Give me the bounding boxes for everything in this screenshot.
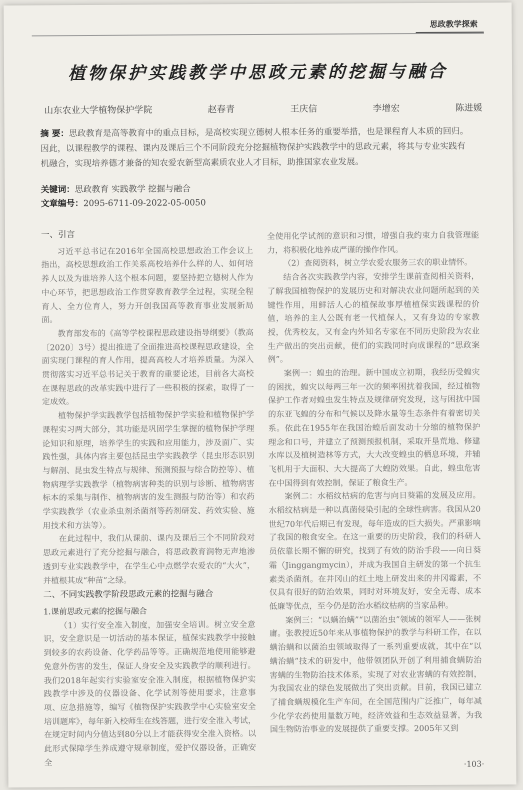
paragraph: 案例一：蝗虫的治理。新中国成立初期，我经历受蝗灾的困扰，蝗灾以每两三年一次的频率困扰着我国，经过植物保护工作者对蝗虫发生特点及规律研究发现，这与困扰中国的东亚飞蝗的分布和气候以及降水量等生态条件有着密切关系。依此在1955年在我国治蝗后面发动十分缩的植物保护理念和口号，并建立了预测预报机制，采取开垦荒地、修建水库以及植树造林等方式，大大改变蝗虫的栖息环境，并辅飞机用于大面积、大大提高了大蝗防效果。自此，蝗虫危害在中国得到有效控制，保证了粮食生产。 xyxy=(267,367,481,488)
paragraph: （1）实行安全准入制度，加强安全培训。树立安全意识，安全意识是一切活动的基本保证，植保实践教学中接触到较多的农药设备、化学药品等等。正确规范地使用能够避免意外伤害的发生，保证人身安全及实践教学的顺利进行。我们2018年起实行实验室安全准入制度，根据植物保护实践教学中涉及的仪器设备、化学试剂等使用要求，注意事项、应急措施等，编写《植物保护实践教学中心实验室安全培训题库》，每年新入校师生在线答题，进行安全准入考试，在规定时间内分值达到80分以上才能获得安全准入资格。以此形式保障学生养成遵守规章制度，爱护仪器设备，正确安全 xyxy=(43,619,257,768)
author-name: 王庆信 xyxy=(290,104,318,115)
author-name: 赵春青 xyxy=(207,105,235,116)
abstract xyxy=(40,125,472,173)
article-id: 2095-6711-09-2022-05-0050 xyxy=(83,198,206,210)
column-tag: 思政教学探索 xyxy=(416,17,484,34)
page-number: ·103· xyxy=(463,759,485,769)
keywords-text: 思政教育 实践教学 挖掘与融合 xyxy=(74,184,191,196)
keywords-label: 关键词： xyxy=(40,185,75,196)
journal-page xyxy=(4,2,517,787)
article-meta xyxy=(41,182,206,211)
paragraph: （2）查阅资料，树立学农爱农服务三农的职业情怀。 xyxy=(283,258,473,269)
paragraph: 习近平总书记在2016年全国高校思想政治工作会议上指出，高校思想政治工作关系高校培养什么样的人、如何培养人以及为谁培养人这个根本问题，要坚持把立德树人作为中心环节，把思想政治工作贯穿教育教学全过程，实现全程育人、全方位育人，努力开创我国高等教育事业发展新局面。 xyxy=(41,245,254,325)
section-heading: 一、引言 xyxy=(40,230,76,241)
author-name: 陈进媛 xyxy=(455,103,483,114)
right-column xyxy=(267,229,482,737)
abstract-label: 摘 要： xyxy=(40,129,69,140)
article-id-label: 文章编号： xyxy=(40,199,84,210)
paragraph: 全使用化学试剂的意识和习惯，增强自我约束力自我管理能力，将积极化地养成严谨的操作作风。 xyxy=(267,230,480,255)
paragraph: 教育部发布的《高等学校课程思政建设指导纲要》（教高〔2020〕3号）提出推进了全面推进高校课程思政建设，全面实现门课程的育人作用，提高高校人才培养质量。为深入贯彻落实习近平总书记关于教育的重要论述，目前各大高校在课程思政的改革实践中进行了一些积极的探索，取得了一定成效。 xyxy=(41,327,254,407)
left-column xyxy=(41,226,256,770)
paragraph: 案例三：“以螨治螨”“以菌治虫”领域的领军人——张树庸。张教授近50年来从事植物保护的教学与科研工作，在以螨治螨和以菌治虫领域取得了一系列重要成就，其中在“以螨治螨”技术的研发中，他带领团队开创了利用捕食螨防治害螨的生物防治技术体系，实现了对农业害螨的有效控制，为我国农业的绿色发展做出了突出贡献。目前，我国已建立了捕食螨规模化生产车间，在全国范围内广泛推广，每年减少化学农药使用量数万吨，经济效益和生态效益显著，为我国生物防治事业的发展提供了重要支撑。2005年又到 xyxy=(269,614,482,735)
abstract-text: 思政教育是高等教育中的重点目标，是高校实现立德树人根本任务的重要举措，也是课程育人本质的回归。因此，以课程教学的课程、课内及课后三个不同阶段充分挖掘植物保护实践教学中的思政元素，将其与专业实践有机融合，实现培养德才兼备的知农爱农新型高素质农业人才目标，助推国家农业发展。 xyxy=(40,126,469,170)
author-name: 李增宏 xyxy=(372,104,400,115)
paragraph: 案例二：水稻纹枯病的危害与向日葵霜的发展及应用。水稻纹枯病是一种以真菌侵染引起的全球性病害。我国从20世纪70年代后期已有发现，每年造成的巨大损失。严重影响了我国的粮食安全。在这一重要的历史阶段，我们的科研人员依靠长期不懈的研究，找到了有效的防治手段——向日葵霜（Jinggangmycin），并成为我国自主研发的第一个抗生素类杀菌剂。在井冈山的红土地上研发出来的井冈霉素，不仅具有很好的防治效果，同时对环境友好，安全无毒、成本低廉等优点，至今仍是防治水稻纹枯病的当家品种。 xyxy=(268,491,482,611)
affiliation: 山东农业大学植物保护学院 xyxy=(44,105,153,117)
header-divider xyxy=(32,33,484,37)
subsection-heading: 1.课前思政元素的挖掘与融合 xyxy=(43,606,147,617)
paragraph: 结合各次实践教学内容，安排学生课前查阅相关资料，了解我国植物保护的发展历史和对解决农业问题所起到的关键性作用，用鲜活人心的植保故事厚植植保实践课程的价值，培养的主人公既有老一代植保人，又有身边的专家教授，优秀校友，又有金内外知名专家在不同历史阶段为农业生产做出的突出贡献，使们的实践同时向成课程的“思政案例”。 xyxy=(267,271,480,365)
paragraph: 植物保护学实践教学包括植物保护学实验和植物保护学课程实习两大部分，其功能是巩固学生掌握的植物保护学理论知识和原理，培养学生的实践和应用能力，涉及面广、实践性强，具体内容主要包括昆虫学实践教学（昆虫形态识别与解剖、昆虫发生特点与规律、预测预报与综合防控等）、植物病理学实践教学（植物病害种类的识别与诊断、植物病害标本的采集与制作、植物病害的发生测报与防治等）和农药学实践教学（农业杀虫剂杀菌剂等药剂研发、药效实验、施用技术和方法等）。 xyxy=(42,410,255,531)
section-heading: 二、不同实践教学阶段思政元素的挖掘与融合 xyxy=(43,589,214,601)
author-line xyxy=(44,101,482,117)
paragraph: 在此过程中，我们从课前、课内及课后三个不同阶段对思政元素进行了充分挖掘与融合，将思政教育润物无声地渗透到专业实践教学中，在学生心中点燃学农爱农的“大火”，并植根其成“种苗”之绿。 xyxy=(42,533,256,585)
article-title: 植物保护实践教学中思政元素的挖掘与融合 xyxy=(67,61,449,85)
